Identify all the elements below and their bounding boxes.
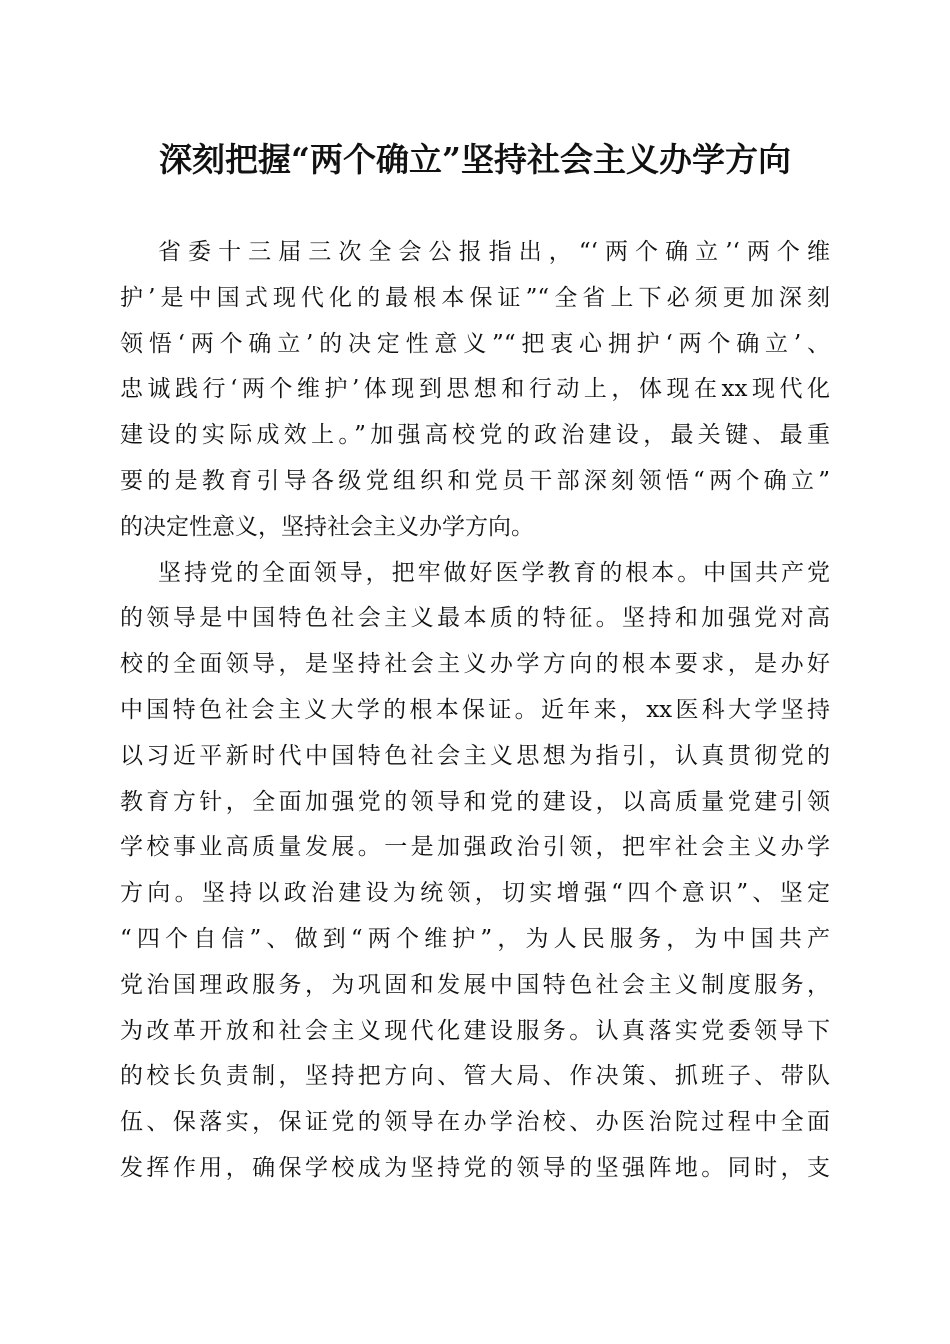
text-line: 的领导是中国特色社会主义最本质的特征。坚持和加强党对高 [120,605,830,632]
text-line: 伍、保落实，保证党的领导在办学治校、办医治院过程中全面 [120,1109,830,1136]
text-line: 学校事业高质量发展。一是加强政治引领，把牢社会主义办学 [120,834,830,861]
text-line: 护’是中国式现代化的最根本保证”“全省上下必须更加深刻 [120,284,830,311]
text-line: 发挥作用，确保学校成为坚持党的领导的坚强阵地。同时，支 [120,1154,830,1181]
text-line: 坚持党的全面领导，把牢做好医学教育的根本。中国共产党 [158,559,830,586]
text-line: 忠诚践行‘两个维护’体现到思想和行动上，体现在xx现代化 [120,376,830,403]
text-line: 中国特色社会主义大学的根本保证。近年来，xx医科大学坚持 [120,696,830,723]
document-body [120,230,830,1192]
text-line: 以习近平新时代中国特色社会主义思想为指引，认真贯彻党的 [120,742,830,769]
text-line: “四个自信”、做到“两个维护”，为人民服务，为中国共产 [120,925,830,952]
text-line: 校的全面领导，是坚持社会主义办学方向的根本要求，是办好 [120,651,830,678]
paragraph-1 [120,230,830,551]
paragraph-2 [120,551,830,1192]
text-line: 领悟‘两个确立’的决定性意义”“把衷心拥护‘两个确立’、 [120,330,830,357]
text-line: 的校长负责制，坚持把方向、管大局、作决策、抓班子、带队 [120,1063,830,1090]
document-title: 深刻把握“两个确立”坚持社会主义办学方向 [159,140,791,179]
text-line: 要的是教育引导各级党组织和党员干部深刻领悟“两个确立” [120,467,830,494]
text-line: 方向。坚持以政治建设为统领，切实增强“四个意识”、坚定 [120,880,830,907]
text-line: 的决定性意义，坚持社会主义办学方向。 [120,513,534,540]
text-line: 建设的实际成效上。”加强高校党的政治建设，最关键、最重 [120,422,830,449]
text-line: 党治国理政服务，为巩固和发展中国特色社会主义制度服务， [120,971,830,998]
text-line: 教育方针，全面加强党的领导和党的建设，以高质量党建引领 [120,788,830,815]
text-line: 为改革开放和社会主义现代化建设服务。认真落实党委领导下 [120,1017,830,1044]
text-line: 省委十三届三次全会公报指出，“‘两个确立’‘两个维 [158,239,830,265]
